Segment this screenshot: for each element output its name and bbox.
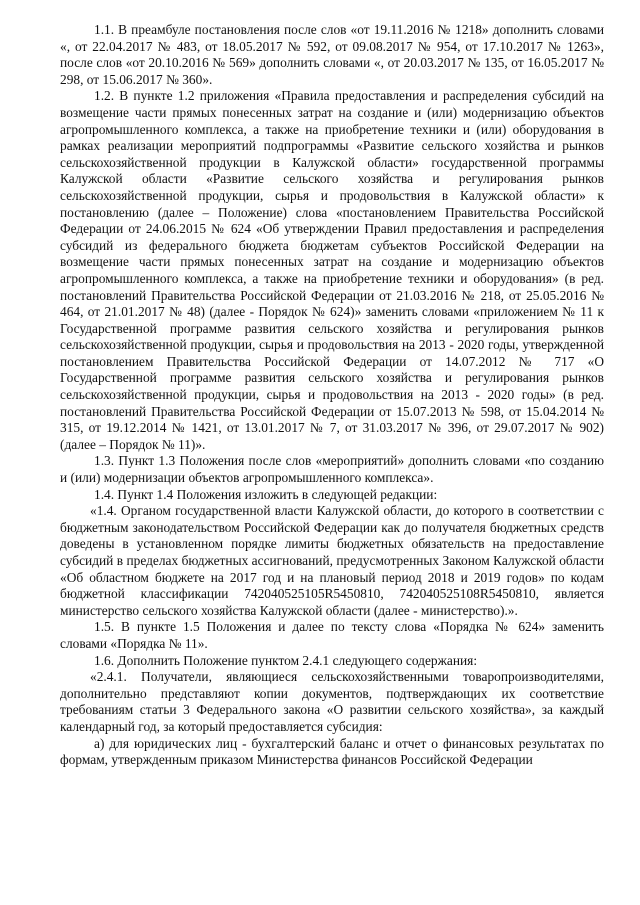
paragraph-quote-2-4-1: «2.4.1. Получатели, являющиеся сельскохозяйственными товаропроизводителями, дополнительно представляют копии документов, подтверждающих их соответствие требованиям статьи 3 Федерального закона «О развитии сельского хозяйства», за каждый календарный год, за который предоставляется субсидия: [60, 669, 604, 734]
paragraph-1-5: 1.5. В пункте 1.5 Положения и далее по тексту слова «Порядка № 624» заменить словами «Порядка № 11». [60, 619, 604, 651]
paragraph-1-6: 1.6. Дополнить Положение пунктом 2.4.1 следующего содержания: [94, 652, 478, 668]
paragraph-1-4: 1.4. Пункт 1.4 Положения изложить в следующей редакции: [94, 486, 438, 502]
paragraph-1-1: 1.1. В преамбуле постановления после слов «от 19.11.2016 № 1218» дополнить словами «, от 22.04.2017 № 483, от 18.05.2017 № 592, от 09.08.2017 № 954, от 17.10.2017 № 1263», после слов «от 20.10.2016 № 569» дополнить словами «, от 20.03.2017 № 135, от 16.05.2017 № 298, от 15.06.2017 № 360». [60, 22, 604, 87]
paragraph-quote-1-4: «1.4. Органом государственной власти Калужской области, до которого в соответствии с бюджетным законодательством Российской Федерации как до получателя бюджетных средств доведены в установленном порядке лимиты бюджетных обязательств на предоставление субсидий в пределах бюджетных ассигнований, предусмотренных Законом Калужской области «Об областном бюджете на 2017 год и на плановый период 2018 и 2019 годов» по кодам бюджетной классификации 742040525105R5450810, 742040525108R5450810, является министерство сельского хозяйства Калужской области (далее - министерство).». [60, 503, 604, 618]
paragraph-item-a: а) для юридических лиц - бухгалтерский баланс и отчет о финансовых результатах по формам, утвержденным приказом Министерства финансов Российской Федерации [60, 735, 604, 768]
paragraph-1-3: 1.3. Пункт 1.3 Положения после слов «мероприятий» дополнить словами «по созданию и (или) модернизации объектов агропромышленного комплекса». [60, 453, 604, 486]
paragraph-1-2: 1.2. В пункте 1.2 приложения «Правила предоставления и распределения субсидий на возмещение части прямых понесенных затрат на создание и (или) модернизацию объектов агропромышленного комплекса, а также на приобретение техники и (или) оборудования в рамках реализации мероприятий подпрограммы «Развитие сельского хозяйства и рынков сельскохозяйственной продукции в Калужской области» государственной программы Калужской области «Развитие сельского хозяйства и регулирования рынков сельскохозяйственной продукции, сырья и продовольствия в Калужской области» к постановлению (далее – Положение) слова «постановлением Правительства Российской Федерации от 24.06.2015 № 624 «Об утверждении Правил предоставления и распределения субсидий из федерального бюджета бюджетам субъектов Российской Федерации на возмещение части прямых понесенных затрат на создание и модернизацию объектов агропромышленного комплекса, а также на приобретение техники и оборудования» (в ред. постановлений Правительства Российской Федерации от 21.03.2016 № 218, от 25.05.2016 № 464, от 21.01.2017 № 48) (далее - Порядок № 624)» заменить словами «приложением № 11 к Государственной программе развития сельского хозяйства и регулирования рынков сельскохозяйственной продукции, сырья и продовольствия на 2013 - 2020 годы, утвержденной постановлением Правительства Российской Федерации от 14.07.2012 № 717 «О Государственной программе развития сельского хозяйства и регулирования рынков сельскохозяйственной продукции, сырья и продовольствия на 2013 - 2020 годы» (в ред. постановлений Правительства Российской Федерации от 15.07.2013 № 598, от 15.04.2014 № 315, от 19.12.2014 № 1421, от 13.01.2017 № 7, от 31.03.2017 № 396, от 29.07.2017 № 902) (далее – Порядок № 11)». [60, 88, 604, 452]
